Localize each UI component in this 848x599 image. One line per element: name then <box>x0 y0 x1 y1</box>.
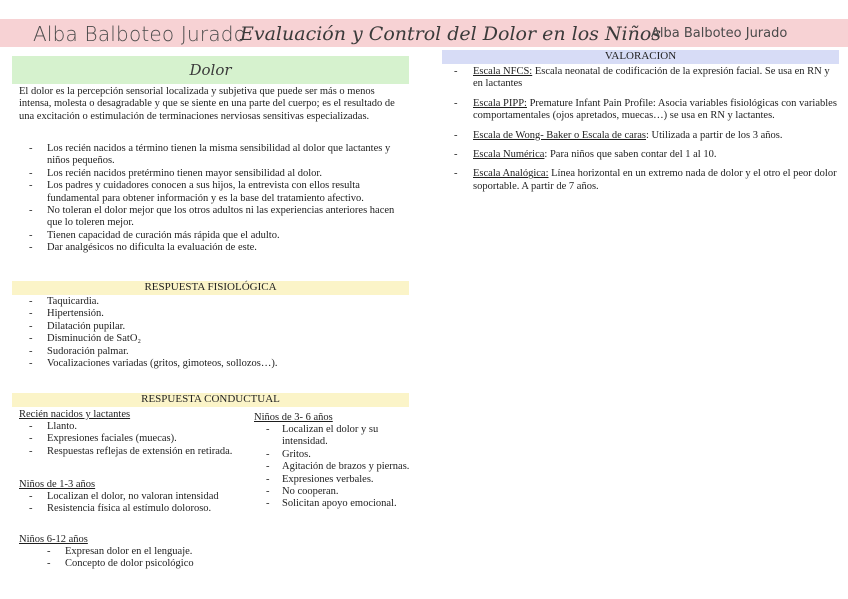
subheading-ninos-1-3: Niños de 1-3 años <box>19 479 96 490</box>
group-ninos-6-12 <box>19 533 259 571</box>
list-item: - Taquicardia. <box>19 296 409 308</box>
list-item: - No cooperan. <box>264 486 424 498</box>
list-item: - Los padres y cuidadores conocen a sus hijos, la entrevista con ellos resulta fundamental para obtener información y es la base del tratamiento afectivo. <box>19 180 411 205</box>
subheading-ninos-3-6: Niños de 3- 6 años <box>254 412 333 423</box>
ninos-3-6-list <box>254 424 424 511</box>
valoracion-block <box>442 66 840 200</box>
list-item: - Expresiones verbales. <box>264 474 424 486</box>
list-item: - Sudoración palmar. <box>19 346 409 358</box>
list-item: - Respuestas reflejas de extensión en retirada. <box>19 446 259 458</box>
list-item: - Dilatación pupilar. <box>19 321 409 333</box>
list-item <box>442 168 840 193</box>
scale-description: : Para niños que saben contar del 1 al 10. <box>544 149 717 161</box>
scale-name: Escala Numérica <box>473 149 545 161</box>
fisiologica-list <box>19 296 409 370</box>
group-recien-nacidos <box>19 408 259 458</box>
ninos-6-12-list <box>19 546 259 571</box>
list-item: - Tienen capacidad de curación más rápida que el adulto. <box>19 230 411 242</box>
list-item: - Agitación de brazos y piernas. <box>264 461 424 473</box>
list-item: - Solicitan apoyo emocional. <box>264 498 424 510</box>
list-item: - Localizan el dolor, no valoran intensidad <box>19 491 259 503</box>
dolor-list <box>19 143 411 255</box>
list-item <box>442 98 840 123</box>
list-item: - Expresan dolor en el lenguaje. <box>37 546 259 558</box>
list-item <box>442 149 840 161</box>
group-ninos-1-3 <box>19 478 259 516</box>
scale-name: Escala PIPP: <box>473 97 527 109</box>
subheading-ninos-6-12: Niños 6-12 años <box>19 534 88 545</box>
ninos-1-3-list <box>19 491 259 516</box>
list-item <box>442 130 840 142</box>
list-item: - Vocalizaciones variadas (gritos, gimoteos, sollozos…). <box>19 358 409 370</box>
section-heading-fisiologica: RESPUESTA FISIOLÓGICA <box>12 281 409 295</box>
list-item: - Disminución de SatO₂ <box>19 333 409 345</box>
list-item: - Localizan el dolor y su intensidad. <box>264 424 424 449</box>
list-item: - Concepto de dolor psicológico <box>37 558 259 570</box>
scale-description: Escala neonatal de codificación de la expresión facial. Se usa en RN y en lactantes <box>473 66 830 90</box>
list-item: - No toleran el dolor mejor que los otros adultos ni las experiencias anteriores hacen que lo toleren mejor. <box>19 205 411 230</box>
section-heading-dolor: Dolor <box>12 56 409 84</box>
list-item: - Dar analgésicos no dificulta la evaluación de este. <box>19 242 411 254</box>
list-item: - Los recién nacidos a término tienen la misma sensibilidad al dolor que lactantes y niños pequeños. <box>19 143 411 168</box>
list-item: - Expresiones faciales (muecas). <box>19 433 259 445</box>
section-heading-valoracion: VALORACION <box>442 50 839 64</box>
section-heading-conductual: RESPUESTA CONDUCTUAL <box>12 393 409 407</box>
list-item: - Llanto. <box>19 421 259 433</box>
list-item: - Los recién nacidos pretérmino tienen mayor sensibilidad al dolor. <box>19 168 411 180</box>
scale-name: Escala de Wong- Baker o Escala de caras <box>473 129 647 141</box>
author-name-right: Alba Balboteo Jurado <box>651 26 788 41</box>
page-title: Evaluación y Control del Dolor en los Niños <box>240 23 662 45</box>
list-item <box>442 66 840 91</box>
valoracion-list <box>442 66 840 193</box>
scale-description: Premature Infant Pain Profile: Asocia variables fisiológicas con variables comportamentales (ojos apretados, muecas…) se usa en RN y lactantes. <box>473 97 837 122</box>
list-item: - Hipertensión. <box>19 308 409 320</box>
subheading-recien-nacidos: Recién nacidos y lactantes <box>19 409 131 420</box>
author-name-left: Alba Balboteo Jurado <box>33 22 247 46</box>
dolor-intro-paragraph: El dolor es la percepción sensorial localizada y subjetiva que puede ser más o menos intensa, molesta o desagradable y que se siente en una parte del cuerpo; es el resultado de una excitación o estimulación de terminaciones nerviosas sensitivas especializadas. <box>19 86 395 122</box>
group-ninos-3-6 <box>254 411 424 511</box>
list-item: - Gritos. <box>264 449 424 461</box>
scale-description: : Utilizada a partir de los 3 años. <box>646 129 783 141</box>
list-item: - Resistencia física al estímulo doloroso. <box>19 503 259 515</box>
scale-name: Escala NFCS: <box>473 66 533 77</box>
scale-name: Escala Analógica: <box>473 168 549 180</box>
scale-description: Línea horizontal en un extremo nada de dolor y el otro el peor dolor soportable. A partir de 7 años. <box>473 168 837 192</box>
recien-nacidos-list <box>19 421 259 458</box>
